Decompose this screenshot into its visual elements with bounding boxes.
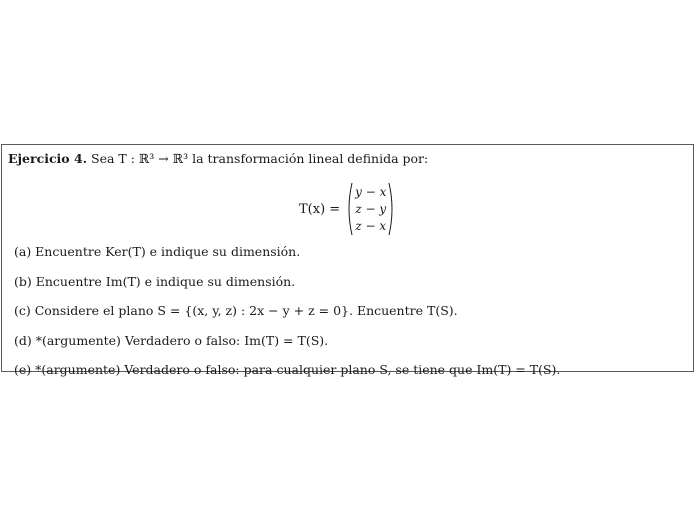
exercise-box [1, 144, 694, 377]
list-item: (e) *(argumente) Verdadero o falso: para cualquier plano S, se tiene que Im(T) = T(S). [14, 362, 561, 377]
vector-entry: y − x [355, 185, 387, 199]
right-parenthesis [388, 182, 395, 236]
equation-lhs: T(x) = [299, 201, 341, 217]
column-vector [353, 184, 388, 234]
transformation-equation [299, 181, 395, 237]
list-item: (c) Considere el plano S = {(x, y, z) : 2x − y + z = 0}. Encuentre T(S). [14, 303, 458, 318]
vector-entry: z − y [355, 202, 387, 216]
left-parenthesis [346, 182, 353, 236]
exercise-items [14, 245, 560, 393]
list-item: (b) Encuentre Im(T) e indique su dimensión. [14, 273, 296, 289]
exercise-intro: Sea T : ℝ³ → ℝ³ la transformación lineal definida por: [91, 151, 429, 166]
vector-entry: z − x [355, 219, 387, 233]
exercise-header [8, 151, 428, 166]
exercise-title: Ejercicio 4. [8, 151, 88, 166]
list-item: (d) *(argumente) Verdadero o falso: Im(T) = T(S). [14, 332, 329, 348]
list-item: (a) Encuentre Ker(T) e indique su dimensión. [14, 244, 301, 259]
